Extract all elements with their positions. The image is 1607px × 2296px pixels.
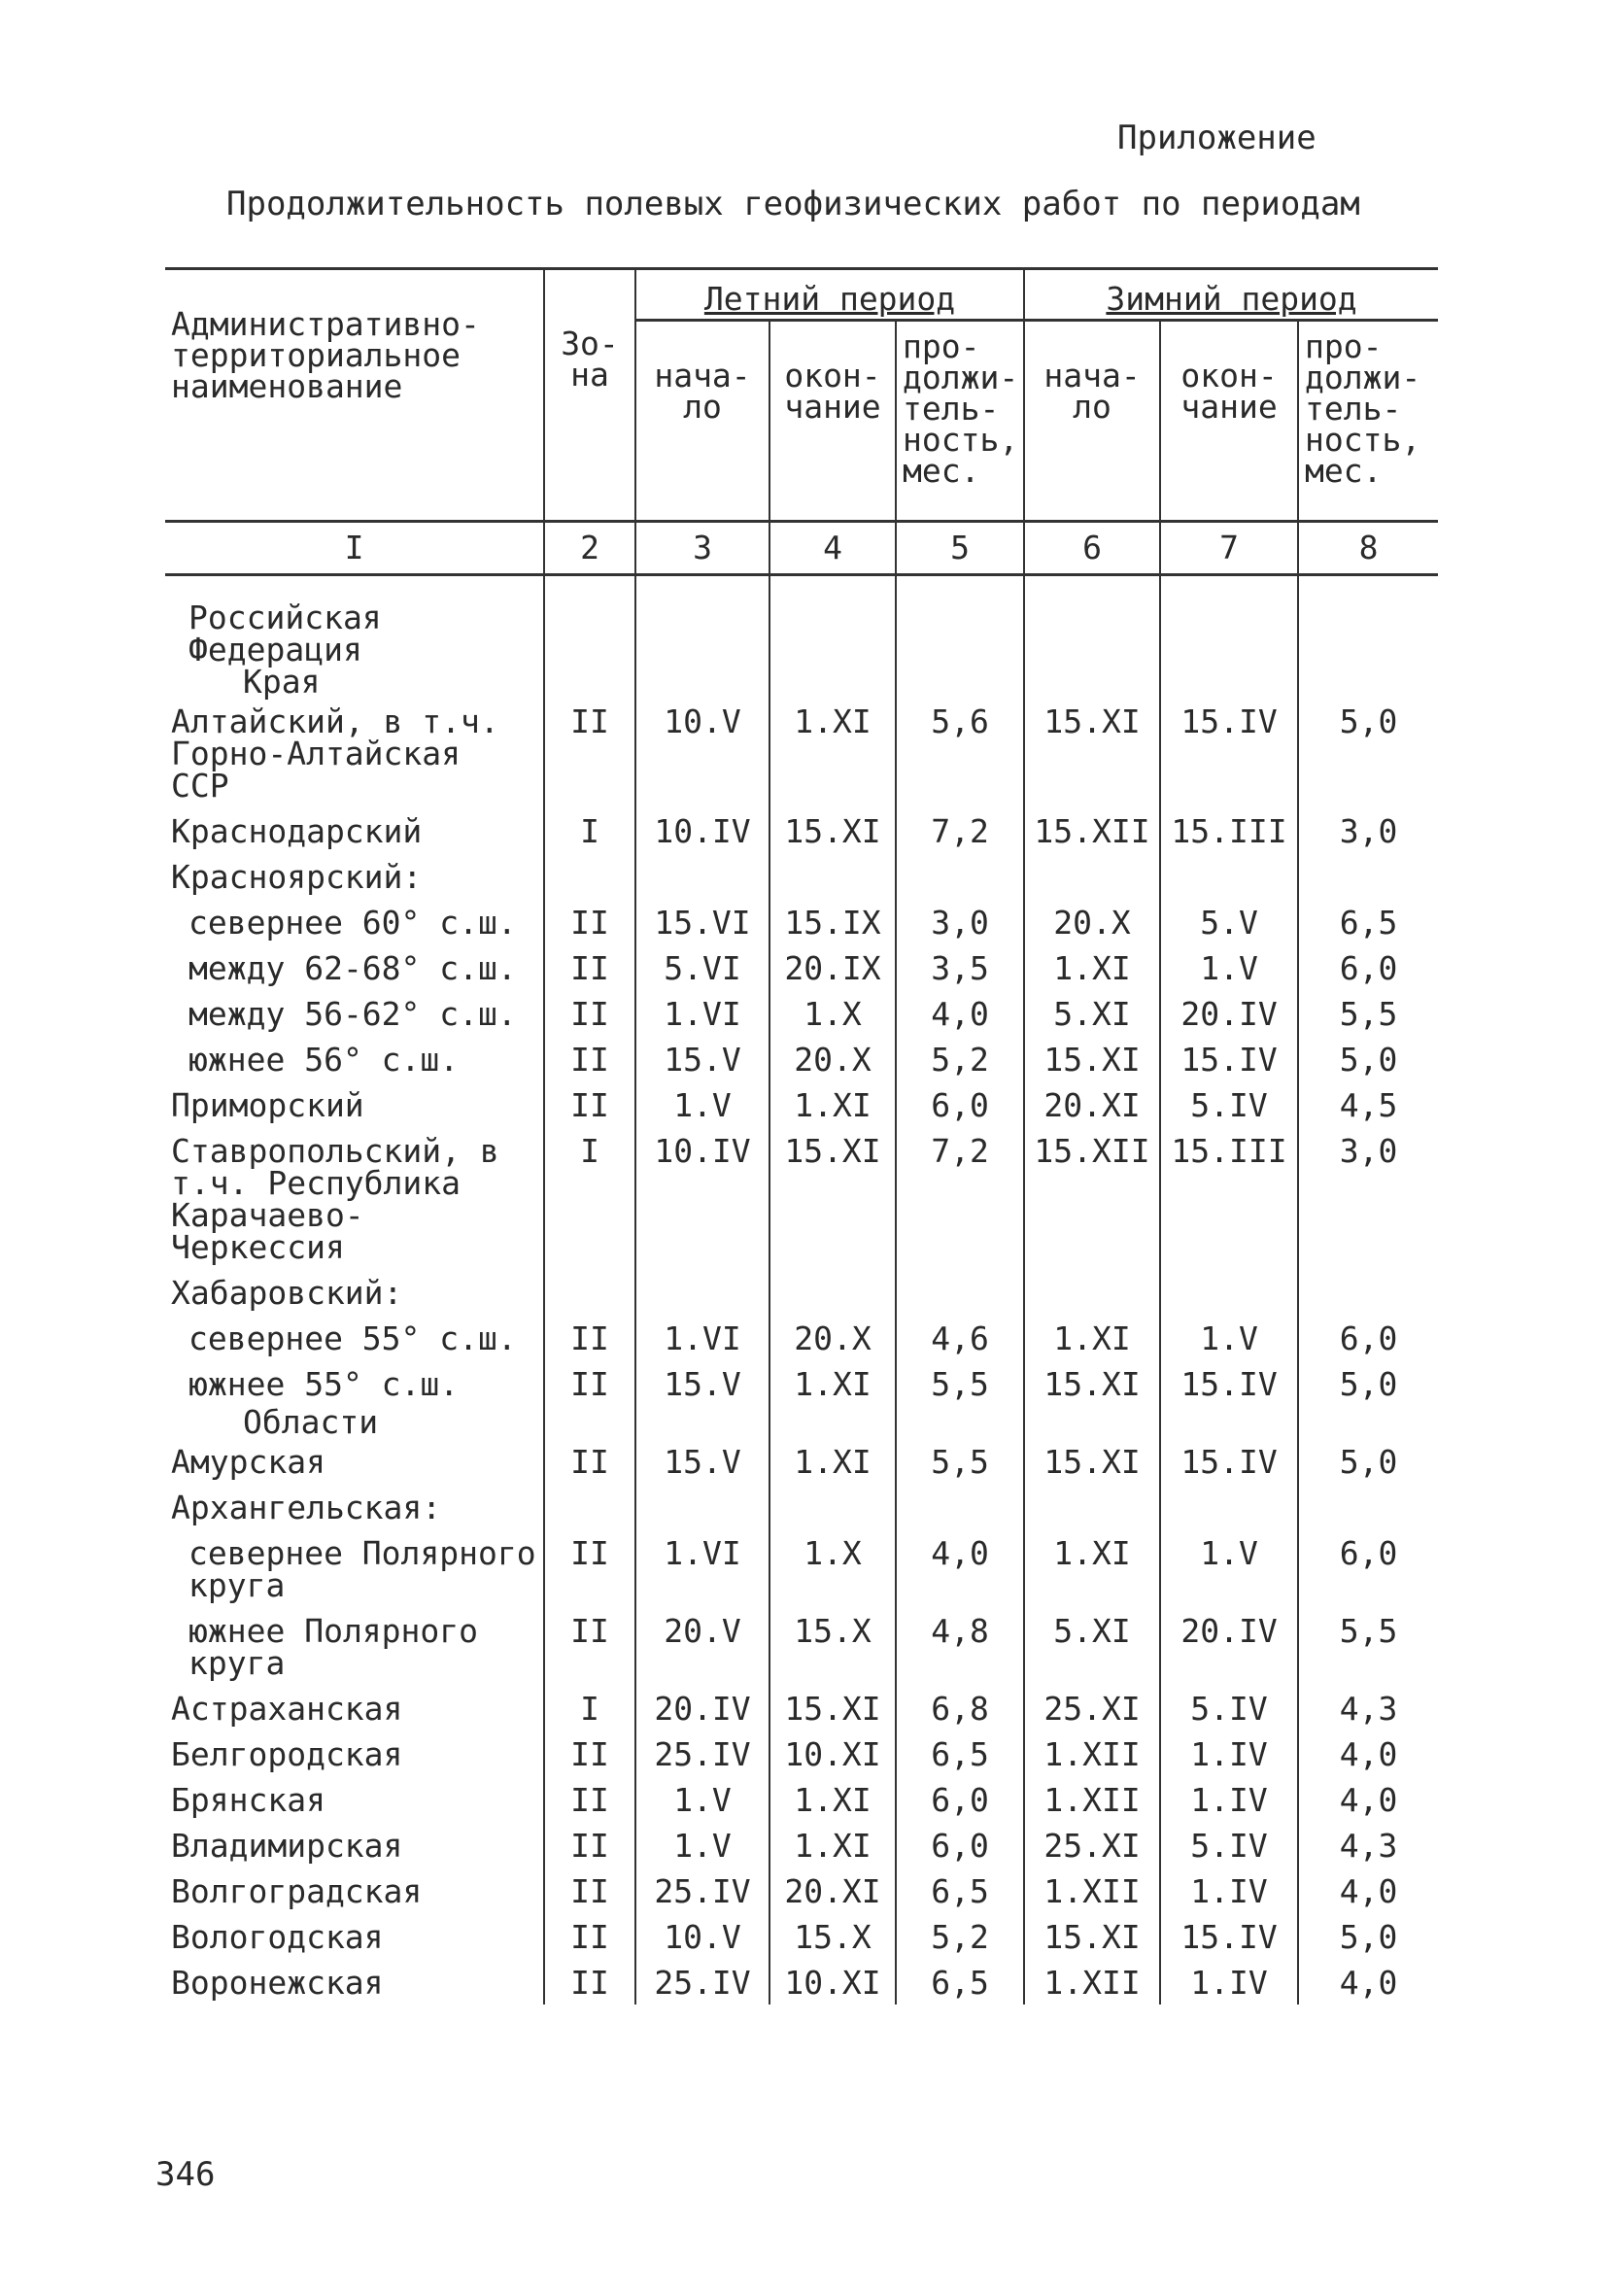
cell-w-end: 5.IV xyxy=(1160,1081,1298,1127)
cell-s-start: 25.IV xyxy=(635,1868,769,1913)
cell-w-end: 1.IV xyxy=(1160,1868,1298,1913)
region-name: Владимирская xyxy=(171,1827,403,1865)
cell-zone: II xyxy=(544,1607,635,1685)
cell-w-end: 15.IV xyxy=(1160,698,1298,807)
cell-s-end: 1.XI xyxy=(769,698,896,807)
cell-s-start: 15.VI xyxy=(635,899,769,944)
cell-w-end: 15.IV xyxy=(1160,1913,1298,1959)
header-winter: Зимний период xyxy=(1024,269,1438,321)
region-name: южнее 55° с.ш. xyxy=(188,1365,460,1403)
cell-s-start: 15.V xyxy=(635,1360,769,1406)
region-name: Красноярский: xyxy=(171,858,423,896)
table-row xyxy=(165,944,1438,990)
cell-s-start: 1.VI xyxy=(635,1315,769,1360)
cell-s-dur: 3,0 xyxy=(896,899,1024,944)
cell-w-dur: 6,5 xyxy=(1298,899,1438,944)
table-row xyxy=(165,698,1438,807)
cell-s-end: 20.IX xyxy=(769,944,896,990)
cell-s-start: 25.IV xyxy=(635,1959,769,2005)
cell-w-end: 1.IV xyxy=(1160,1776,1298,1822)
header-zone: Зо-на xyxy=(544,269,635,522)
cell-w-dur: 5,0 xyxy=(1298,1360,1438,1406)
cell-w-end: 15.IV xyxy=(1160,1438,1298,1484)
cell-zone: II xyxy=(544,1959,635,2005)
cell-w-dur: 4,3 xyxy=(1298,1685,1438,1731)
table-row xyxy=(165,1081,1438,1127)
cell-w-dur: 4,0 xyxy=(1298,1959,1438,2005)
table-row xyxy=(165,1607,1438,1685)
cell-w-end: 20.IV xyxy=(1160,1607,1298,1685)
cell-s-end: 15.IX xyxy=(769,899,896,944)
col-number: 6 xyxy=(1024,522,1160,575)
table-row xyxy=(165,1731,1438,1776)
cell-s-dur: 6,0 xyxy=(896,1776,1024,1822)
cell-w-end: 1.V xyxy=(1160,1529,1298,1607)
cell-zone: II xyxy=(544,990,635,1036)
cell-zone: II xyxy=(544,698,635,807)
cell-w-dur: 4,3 xyxy=(1298,1822,1438,1868)
cell-w-start: 15.XI xyxy=(1024,1036,1160,1081)
table-row xyxy=(165,1868,1438,1913)
cell-zone: II xyxy=(544,1731,635,1776)
cell-s-end: 10.XI xyxy=(769,1731,896,1776)
region-name: Ставропольский, в т.ч. Республика Карачаево-Черкессия xyxy=(171,1132,499,1266)
cell-w-dur: 3,0 xyxy=(1298,1127,1438,1269)
cell-s-end: 1.XI xyxy=(769,1438,896,1484)
page-title: Продолжительность полевых геофизических работ по периодам xyxy=(226,185,1360,223)
cell-w-start: 1.XII xyxy=(1024,1731,1160,1776)
cell-s-end: 15.XI xyxy=(769,807,896,853)
cell-w-start: 5.XI xyxy=(1024,990,1160,1036)
table-row xyxy=(165,1036,1438,1081)
cell-s-dur: 6,8 xyxy=(896,1685,1024,1731)
cell-w-start: 15.XI xyxy=(1024,1913,1160,1959)
table-row xyxy=(165,1484,1438,1529)
cell-s-end: 20.X xyxy=(769,1315,896,1360)
cell-w-dur: 4,0 xyxy=(1298,1731,1438,1776)
region-name: Архангельская: xyxy=(171,1489,442,1526)
cell-s-end: 1.XI xyxy=(769,1360,896,1406)
cell-s-dur: 4,0 xyxy=(896,1529,1024,1607)
table-row xyxy=(165,1529,1438,1607)
cell-w-end: 20.IV xyxy=(1160,990,1298,1036)
region-name: Краснодарский xyxy=(171,812,423,850)
duration-table xyxy=(165,267,1438,2005)
table-row xyxy=(165,1776,1438,1822)
cell-s-start: 10.IV xyxy=(635,807,769,853)
cell-w-dur: 3,0 xyxy=(1298,807,1438,853)
cell-w-end: 1.IV xyxy=(1160,1959,1298,2005)
cell-s-end: 15.XI xyxy=(769,1685,896,1731)
section-heading: Края xyxy=(243,663,321,701)
region-name: Хабаровский: xyxy=(171,1274,403,1312)
cell-s-start: 1.V xyxy=(635,1822,769,1868)
cell-s-dur: 6,0 xyxy=(896,1822,1024,1868)
cell-w-end: 5.IV xyxy=(1160,1822,1298,1868)
cell-zone: I xyxy=(544,1685,635,1731)
cell-s-start: 1.V xyxy=(635,1081,769,1127)
cell-s-start: 20.V xyxy=(635,1607,769,1685)
region-name: между 56-62° с.ш. xyxy=(188,995,517,1033)
header-winter-start: нача-ло xyxy=(1024,321,1160,522)
cell-s-dur: 7,2 xyxy=(896,807,1024,853)
region-name: Амурская xyxy=(171,1443,325,1481)
region-name: Приморский xyxy=(171,1086,364,1124)
region-name: Брянская xyxy=(171,1781,325,1819)
cell-w-start: 1.XI xyxy=(1024,1315,1160,1360)
col-number: 8 xyxy=(1298,522,1438,575)
cell-w-start: 1.XI xyxy=(1024,1529,1160,1607)
cell-w-end: 5.V xyxy=(1160,899,1298,944)
cell-zone: II xyxy=(544,1913,635,1959)
header-summer-start: нача-ло xyxy=(635,321,769,522)
cell-w-start: 15.XI xyxy=(1024,1438,1160,1484)
cell-s-end: 15.XI xyxy=(769,1127,896,1269)
table-row xyxy=(165,1822,1438,1868)
cell-w-dur: 5,5 xyxy=(1298,990,1438,1036)
cell-s-start: 1.V xyxy=(635,1776,769,1822)
cell-w-start: 1.XII xyxy=(1024,1776,1160,1822)
cell-w-end: 15.III xyxy=(1160,807,1298,853)
region-name: между 62-68° с.ш. xyxy=(188,949,517,987)
cell-w-dur: 5,0 xyxy=(1298,698,1438,807)
header-summer-end: окон-чание xyxy=(769,321,896,522)
cell-w-dur: 4,5 xyxy=(1298,1081,1438,1127)
table-row xyxy=(165,1269,1438,1315)
cell-s-start: 1.VI xyxy=(635,1529,769,1607)
cell-zone: II xyxy=(544,1036,635,1081)
table-row xyxy=(165,807,1438,853)
cell-zone: I xyxy=(544,1127,635,1269)
section-heading: Области xyxy=(243,1403,379,1441)
cell-w-start: 15.XII xyxy=(1024,1127,1160,1269)
header-winter-duration: про-должи-тель-ность, мес. xyxy=(1298,321,1438,522)
table-row xyxy=(165,1360,1438,1406)
cell-s-dur: 4,8 xyxy=(896,1607,1024,1685)
col-number: 4 xyxy=(769,522,896,575)
cell-zone: II xyxy=(544,899,635,944)
cell-zone: II xyxy=(544,1868,635,1913)
cell-s-dur: 7,2 xyxy=(896,1127,1024,1269)
cell-s-start: 25.IV xyxy=(635,1731,769,1776)
cell-w-start: 1.XI xyxy=(1024,944,1160,990)
cell-w-end: 1.V xyxy=(1160,944,1298,990)
cell-s-dur: 6,5 xyxy=(896,1731,1024,1776)
region-name: Воронежская xyxy=(171,1964,384,2002)
region-name: южнее Полярного круга xyxy=(188,1612,479,1682)
cell-s-start: 10.V xyxy=(635,698,769,807)
cell-s-dur: 4,6 xyxy=(896,1315,1024,1360)
cell-s-dur: 5,5 xyxy=(896,1360,1024,1406)
cell-zone: II xyxy=(544,1529,635,1607)
cell-w-end: 1.IV xyxy=(1160,1731,1298,1776)
cell-zone: II xyxy=(544,1315,635,1360)
table-row xyxy=(165,1438,1438,1484)
col-number: 5 xyxy=(896,522,1024,575)
cell-w-dur: 5,0 xyxy=(1298,1036,1438,1081)
cell-s-dur: 6,5 xyxy=(896,1959,1024,2005)
cell-s-end: 20.XI xyxy=(769,1868,896,1913)
table-row xyxy=(165,1913,1438,1959)
cell-zone: II xyxy=(544,1822,635,1868)
cell-s-end: 1.XI xyxy=(769,1822,896,1868)
region-name: южнее 56° с.ш. xyxy=(188,1041,460,1079)
cell-s-start: 15.V xyxy=(635,1036,769,1081)
table-row xyxy=(165,899,1438,944)
cell-zone: II xyxy=(544,1360,635,1406)
cell-s-end: 1.X xyxy=(769,990,896,1036)
section-heading: Российская Федерация xyxy=(188,599,382,668)
cell-s-end: 10.XI xyxy=(769,1959,896,2005)
cell-w-start: 1.XII xyxy=(1024,1959,1160,2005)
header-summer-duration: про-должи-тель-ность, мес. xyxy=(896,321,1024,522)
cell-s-start: 1.VI xyxy=(635,990,769,1036)
table-row xyxy=(165,1685,1438,1731)
cell-w-dur: 4,0 xyxy=(1298,1776,1438,1822)
cell-s-end: 1.X xyxy=(769,1529,896,1607)
cell-s-end: 1.XI xyxy=(769,1776,896,1822)
region-name: севернее Полярного круга xyxy=(188,1534,536,1604)
cell-w-end: 5.IV xyxy=(1160,1685,1298,1731)
table-row xyxy=(165,1959,1438,2005)
cell-zone: II xyxy=(544,944,635,990)
cell-s-dur: 4,0 xyxy=(896,990,1024,1036)
region-name: севернее 60° с.ш. xyxy=(188,904,517,942)
cell-s-end: 15.X xyxy=(769,1607,896,1685)
region-name: севернее 55° с.ш. xyxy=(188,1319,517,1357)
cell-w-end: 15.III xyxy=(1160,1127,1298,1269)
table-row xyxy=(165,990,1438,1036)
cell-s-dur: 3,5 xyxy=(896,944,1024,990)
cell-s-dur: 5,2 xyxy=(896,1036,1024,1081)
cell-zone: I xyxy=(544,807,635,853)
cell-s-dur: 5,2 xyxy=(896,1913,1024,1959)
cell-w-dur: 6,0 xyxy=(1298,944,1438,990)
cell-s-start: 5.VI xyxy=(635,944,769,990)
cell-w-dur: 5,5 xyxy=(1298,1607,1438,1685)
cell-w-end: 1.V xyxy=(1160,1315,1298,1360)
region-name: Белгородская xyxy=(171,1735,403,1773)
page-number: 346 xyxy=(155,2155,216,2194)
cell-s-start: 20.IV xyxy=(635,1685,769,1731)
col-number: 2 xyxy=(544,522,635,575)
table-row xyxy=(165,853,1438,899)
table-row xyxy=(165,1127,1438,1269)
table-row xyxy=(165,1315,1438,1360)
cell-s-dur: 6,5 xyxy=(896,1868,1024,1913)
cell-w-start: 25.XI xyxy=(1024,1822,1160,1868)
col-number: I xyxy=(165,522,544,575)
cell-s-end: 1.XI xyxy=(769,1081,896,1127)
col-number: 3 xyxy=(635,522,769,575)
col-number: 7 xyxy=(1160,522,1298,575)
cell-zone: II xyxy=(544,1081,635,1127)
cell-w-start: 25.XI xyxy=(1024,1685,1160,1731)
cell-w-end: 15.IV xyxy=(1160,1036,1298,1081)
cell-s-dur: 6,0 xyxy=(896,1081,1024,1127)
region-name: Алтайский, в т.ч. Горно-Алтайская ССР xyxy=(171,703,499,805)
cell-zone: II xyxy=(544,1438,635,1484)
region-name: Астраханская xyxy=(171,1690,403,1728)
cell-s-end: 15.X xyxy=(769,1913,896,1959)
cell-w-start: 15.XI xyxy=(1024,1360,1160,1406)
header-summer: Летний период xyxy=(635,269,1024,321)
cell-w-start: 5.XI xyxy=(1024,1607,1160,1685)
cell-s-start: 10.V xyxy=(635,1913,769,1959)
cell-w-dur: 5,0 xyxy=(1298,1913,1438,1959)
cell-w-start: 15.XI xyxy=(1024,698,1160,807)
cell-s-end: 20.X xyxy=(769,1036,896,1081)
cell-w-dur: 6,0 xyxy=(1298,1529,1438,1607)
cell-s-dur: 5,6 xyxy=(896,698,1024,807)
header-name: Административно-территориальное наименование xyxy=(165,269,544,522)
region-name: Волгоградская xyxy=(171,1872,423,1910)
cell-zone: II xyxy=(544,1776,635,1822)
cell-w-start: 1.XII xyxy=(1024,1868,1160,1913)
appendix-label: Приложение xyxy=(1117,119,1316,157)
cell-w-dur: 6,0 xyxy=(1298,1315,1438,1360)
cell-w-start: 15.XII xyxy=(1024,807,1160,853)
cell-s-start: 10.IV xyxy=(635,1127,769,1269)
region-name: Вологодская xyxy=(171,1918,384,1956)
cell-w-dur: 4,0 xyxy=(1298,1868,1438,1913)
cell-s-start: 15.V xyxy=(635,1438,769,1484)
cell-s-dur: 5,5 xyxy=(896,1438,1024,1484)
cell-w-start: 20.X xyxy=(1024,899,1160,944)
cell-w-start: 20.XI xyxy=(1024,1081,1160,1127)
cell-w-dur: 5,0 xyxy=(1298,1438,1438,1484)
header-winter-end: окон-чание xyxy=(1160,321,1298,522)
cell-w-end: 15.IV xyxy=(1160,1360,1298,1406)
